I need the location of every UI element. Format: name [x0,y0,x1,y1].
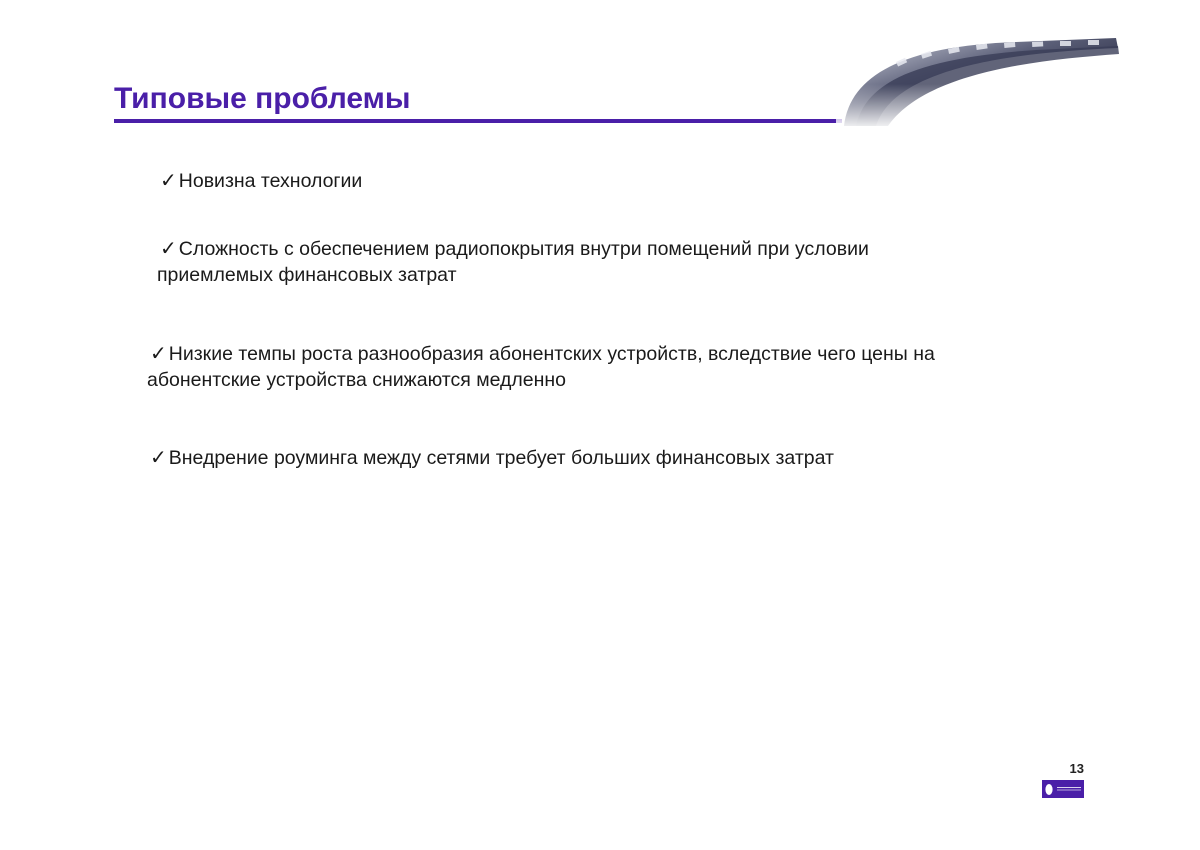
bullet-item [157,236,869,288]
checkmark-icon: ✓ [150,447,167,469]
bullet-text: Новизна технологии [178,170,363,192]
bullet-text-continuation: приемлемых финансовых затрат [157,264,457,286]
bullet-text: Сложность с обеспечением радиопокрытия внутри помещений при условии [178,238,869,260]
checkmark-icon: ✓ [160,170,177,192]
bullet-item [160,168,362,194]
curved-film-strip-image [836,34,1126,126]
bullet-text: Низкие темпы роста разнообразия абонентских устройств, вследствие чего цены на [168,343,935,365]
slide-title: Типовые проблемы [114,82,411,115]
company-logo [1042,780,1084,798]
checkmark-icon: ✓ [160,238,177,260]
bullet-item [147,341,935,393]
title-underline [114,119,842,123]
bullet-text: Внедрение роуминга между сетями требует больших финансовых затрат [168,447,834,469]
checkmark-icon: ✓ [150,343,167,365]
page-number: 13 [1069,761,1084,776]
bullet-item [150,445,834,471]
bullet-text-continuation: абонентские устройства снижаются медленно [147,369,567,391]
